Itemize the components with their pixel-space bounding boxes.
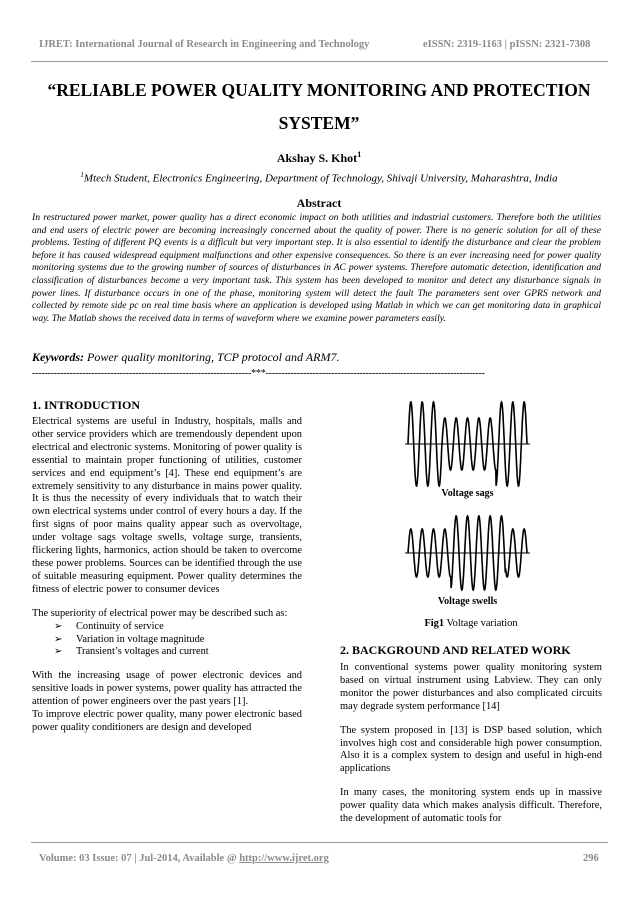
footer-rule bbox=[31, 842, 608, 843]
header-rule bbox=[31, 61, 608, 62]
author-name: Akshay S. Khot bbox=[276, 151, 358, 165]
issn-header: eISSN: 2319-1163 | pISSN: 2321-7308 bbox=[423, 39, 591, 50]
intro-paragraph-3a: With the increasing usage of power electronic devices and sensitive loads in power systems, power quality has attracted the attention of power engineers over the past years [1]. bbox=[32, 670, 302, 708]
footer-volume-text: Volume: 03 Issue: 07 | Jul-2014, Available @ bbox=[39, 853, 240, 864]
left-column-body bbox=[32, 416, 302, 746]
section-separator: ----------------------------------------------------------------------***---------------------------------------------------------------------- bbox=[32, 368, 485, 379]
footer-volume bbox=[39, 853, 329, 864]
paper-title-line1: “RELIABLE POWER QUALITY MONITORING AND PROTECTION bbox=[47, 80, 591, 100]
background-paragraph-2: The system proposed in [13] is DSP based solution, which involves high cost and considerable high power consumption. Also it is a complex system to design and useful in high-end applications bbox=[340, 724, 602, 775]
figure-text: Voltage variation bbox=[444, 618, 518, 629]
right-column-body bbox=[340, 662, 602, 837]
author bbox=[0, 150, 638, 166]
affiliation-sup: 1 bbox=[80, 171, 84, 179]
intro-paragraph-3b: To improve electric power quality, many power electronic based power quality conditioners are design and developed bbox=[32, 709, 302, 733]
abstract-text: In restructured power market, power quality has a direct economic impact on both utilities and industrial customers. Therefore both the utilities and end users of electric power are becoming increasingly concerned about the quality of power. There is no generic solution for all of these problems. Testing of different PQ events is a difficult but very important step. It is also essential to identify the disturbance and clear the problem before it has caused widespread equipment malfunctions and other expensive consequences. So there is an ever increasing need for power quality monitoring systems due to the growing number of sources of disturbances in AC power systems. Therefore automatic detection, identification and classification of disturbances become a very important task. This system has been developed to monitor and detect any disturbance signals in power lines. If disturbance occurs in one of the phase, monitoring system will detect the fault The parameters sent over GPRS network and collected by remote side pc on real time basis where an application is developed using Matlab in which we can get monitoring data in graphical way. The Matlab shows the received data in terms of waveform where we examine power parameters easily. bbox=[32, 212, 601, 324]
voltage-sag-waveform bbox=[405, 398, 530, 490]
background-paragraph-3: In many cases, the monitoring system ends up in massive power quality data which makes analysis difficult. Therefore, the development of automatic tools for bbox=[340, 787, 602, 825]
introduction-heading: 1. INTRODUCTION bbox=[32, 398, 141, 412]
author-sup: 1 bbox=[357, 150, 362, 159]
voltage-sag-caption: Voltage sags bbox=[441, 488, 494, 499]
affiliation-text: Mtech Student, Electronics Engineering, Department of Technology, Shivaji University, Maharashtra, India bbox=[83, 172, 558, 185]
paper-title-line2: SYSTEM” bbox=[278, 113, 360, 133]
list-item: ➢ Transient’s voltages and current bbox=[54, 646, 302, 659]
voltage-swell-caption: Voltage swells bbox=[437, 596, 498, 607]
intro-paragraph-1: Electrical systems are useful in Industry, hospitals, malls and other service providers which are tremendously dependent upon electrical and electronic systems. Monitoring of power quality is essential to maintain proper functioning of utilities, customer services and end equipment’s [4]. These end equipment’s are extremely sensitivity to any disturbance in mains power quality. It is thus the necessity of every individuals that to watch their own electrical systems under control of every hours a day. If the first signs of poor mains quality appear such as overvoltage, under voltage sags voltage swells, voltage surge, transients, flickering lights, harmonics, action should be taken to overcome these power problems. Sources can be identified through the use of suitable measuring equipment. Power quality determines the fitness of electric power to consumer devices bbox=[32, 416, 302, 595]
keywords-text: Power quality monitoring, TCP protocol and ARM7. bbox=[87, 350, 340, 364]
voltage-swell-waveform bbox=[405, 514, 530, 592]
journal-header: IJRET: International Journal of Research in Engineering and Technology bbox=[39, 39, 370, 50]
quality-criteria-list bbox=[32, 621, 302, 660]
keywords-label: Keywords: bbox=[32, 350, 84, 364]
background-paragraph-1: In conventional systems power quality monitoring system based on virtual instrument using Labview. They can only monitor the power disturbances and also complicated circuits may degrade system performance [14] bbox=[340, 662, 602, 712]
footer-url-link[interactable]: http://www.ijret.org bbox=[239, 853, 329, 864]
keywords bbox=[32, 350, 339, 365]
list-item: ➢ Variation in voltage magnitude bbox=[54, 634, 302, 647]
intro-paragraph-2: The superiority of electrical power may be described such as: bbox=[32, 607, 288, 619]
abstract-heading: Abstract bbox=[296, 196, 342, 210]
figure-caption bbox=[340, 618, 602, 629]
list-item: ➢ Continuity of service bbox=[54, 621, 302, 634]
background-heading: 2. BACKGROUND AND RELATED WORK bbox=[340, 643, 571, 657]
figure-label: Fig1 bbox=[424, 618, 445, 629]
page-number: 296 bbox=[583, 853, 599, 864]
affiliation bbox=[20, 171, 618, 185]
